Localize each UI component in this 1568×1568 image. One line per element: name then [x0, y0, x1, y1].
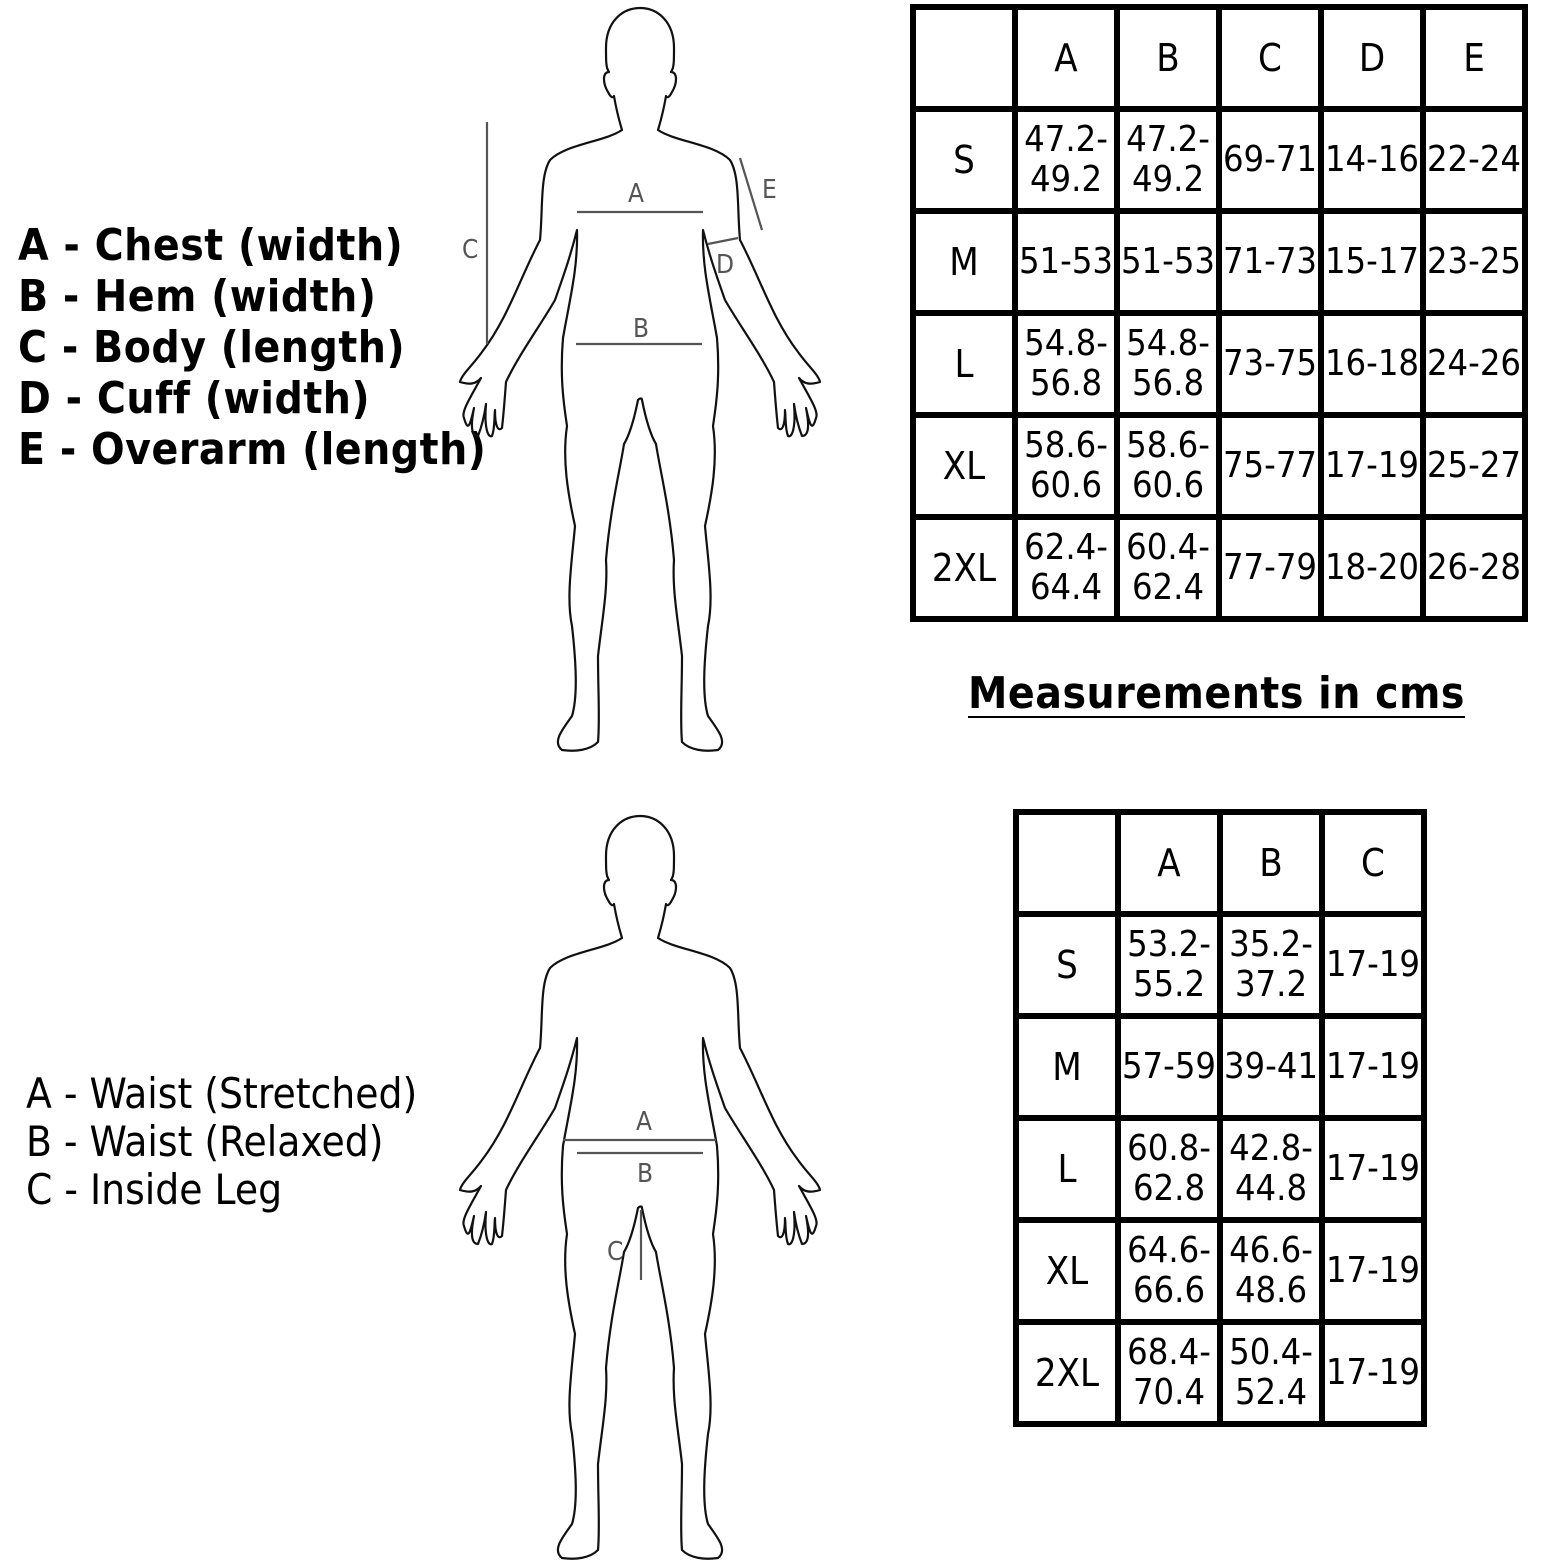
row-header-size: XL — [1019, 1223, 1115, 1319]
row-header-size: S — [1019, 917, 1115, 1013]
table-row — [1019, 1223, 1421, 1319]
column-header-a: A — [1121, 815, 1217, 911]
row-header-size: 2XL — [916, 520, 1012, 616]
bottom-size-table — [1013, 809, 1427, 1427]
row-header-size: 2XL — [1019, 1325, 1115, 1421]
table-row — [1019, 1325, 1421, 1421]
overarm-measure-label: E — [762, 175, 777, 205]
chest-measure-label: A — [628, 179, 644, 209]
table-cell: 58.6- 60.6 — [1120, 418, 1216, 514]
legend-item-inside-leg: C - Inside Leg — [26, 1165, 283, 1214]
column-header-a: A — [1018, 10, 1114, 106]
row-header-size: M — [1019, 1019, 1115, 1115]
legend-item-body: C - Body (length) — [18, 322, 406, 373]
table-cell: 14-16 — [1324, 112, 1420, 208]
top-body-outline — [460, 8, 820, 751]
table-row — [916, 418, 1522, 514]
legend-item-waist-stretched: A - Waist (Stretched) — [26, 1069, 418, 1118]
overarm-measure-line — [740, 158, 762, 230]
table-cell: 17-19 — [1325, 917, 1421, 1013]
table-cell: 25-27 — [1426, 418, 1522, 514]
corner-cell — [916, 10, 1012, 106]
table-cell: 17-19 — [1325, 1019, 1421, 1115]
table-row — [916, 520, 1522, 616]
corner-cell — [1019, 815, 1115, 911]
row-header-size: L — [916, 316, 1012, 412]
table-cell: 18-20 — [1324, 520, 1420, 616]
table-cell: 47.2- 49.2 — [1018, 112, 1114, 208]
measurements-caption: Measurements in cms — [968, 668, 1465, 719]
cuff-measure-line — [708, 238, 738, 244]
bottom-body-figure — [460, 816, 820, 1559]
row-header-size: M — [916, 214, 1012, 310]
table-cell: 75-77 — [1222, 418, 1318, 514]
body-length-measure-label: C — [462, 235, 479, 265]
top-body-figure — [460, 8, 820, 751]
header-row — [1019, 815, 1421, 911]
table-row — [916, 214, 1522, 310]
column-header-c: C — [1325, 815, 1421, 911]
legend-item-chest: A - Chest (width) — [18, 220, 404, 271]
column-header-c: C — [1222, 10, 1318, 106]
inside-leg-measure-label: C — [607, 1237, 624, 1267]
table-cell: 71-73 — [1222, 214, 1318, 310]
table-cell: 68.4- 70.4 — [1121, 1325, 1217, 1421]
table-cell: 53.2- 55.2 — [1121, 917, 1217, 1013]
table-cell: 16-18 — [1324, 316, 1420, 412]
table-cell: 35.2- 37.2 — [1223, 917, 1319, 1013]
table-cell: 58.6- 60.6 — [1018, 418, 1114, 514]
legend-item-cuff: D - Cuff (width) — [18, 373, 371, 424]
table-cell: 51-53 — [1018, 214, 1114, 310]
table-cell: 64.6- 66.6 — [1121, 1223, 1217, 1319]
table-cell: 17-19 — [1325, 1121, 1421, 1217]
table-cell: 23-25 — [1426, 214, 1522, 310]
table-cell: 17-19 — [1325, 1223, 1421, 1319]
column-header-b: B — [1120, 10, 1216, 106]
table-cell: 39-41 — [1223, 1019, 1319, 1115]
table-row — [916, 316, 1522, 412]
cuff-measure-label: D — [716, 250, 735, 280]
row-header-size: L — [1019, 1121, 1115, 1217]
table-cell: 62.4- 64.4 — [1018, 520, 1114, 616]
table-cell: 60.8- 62.8 — [1121, 1121, 1217, 1217]
legend-item-hem: B - Hem (width) — [18, 271, 377, 322]
table-cell: 51-53 — [1120, 214, 1216, 310]
table-cell: 60.4- 62.4 — [1120, 520, 1216, 616]
table-cell: 24-26 — [1426, 316, 1522, 412]
table-cell: 57-59 — [1121, 1019, 1217, 1115]
table-cell: 26-28 — [1426, 520, 1522, 616]
header-row — [916, 10, 1522, 106]
table-cell: 15-17 — [1324, 214, 1420, 310]
table-cell: 22-24 — [1426, 112, 1522, 208]
table-row — [1019, 1019, 1421, 1115]
legend-item-overarm: E - Overarm (length) — [18, 424, 487, 475]
table-cell: 73-75 — [1222, 316, 1318, 412]
table-cell: 46.6- 48.6 — [1223, 1223, 1319, 1319]
table-row — [1019, 917, 1421, 1013]
table-row — [916, 112, 1522, 208]
hem-measure-label: B — [633, 314, 650, 344]
table-cell: 69-71 — [1222, 112, 1318, 208]
table-cell: 17-19 — [1325, 1325, 1421, 1421]
column-header-b: B — [1223, 815, 1319, 911]
waist-relaxed-measure-label: B — [637, 1159, 654, 1189]
column-header-d: D — [1324, 10, 1420, 106]
row-header-size: S — [916, 112, 1012, 208]
table-cell: 54.8- 56.8 — [1120, 316, 1216, 412]
table-cell: 17-19 — [1324, 418, 1420, 514]
table-cell: 50.4- 52.4 — [1223, 1325, 1319, 1421]
waist-stretched-measure-label: A — [636, 1107, 652, 1137]
legend-item-waist-relaxed: B - Waist (Relaxed) — [26, 1117, 384, 1166]
row-header-size: XL — [916, 418, 1012, 514]
top-size-table — [910, 4, 1528, 622]
table-cell: 77-79 — [1222, 520, 1318, 616]
column-header-e: E — [1426, 10, 1522, 106]
table-cell: 47.2- 49.2 — [1120, 112, 1216, 208]
table-cell: 42.8- 44.8 — [1223, 1121, 1319, 1217]
table-row — [1019, 1121, 1421, 1217]
table-cell: 54.8- 56.8 — [1018, 316, 1114, 412]
